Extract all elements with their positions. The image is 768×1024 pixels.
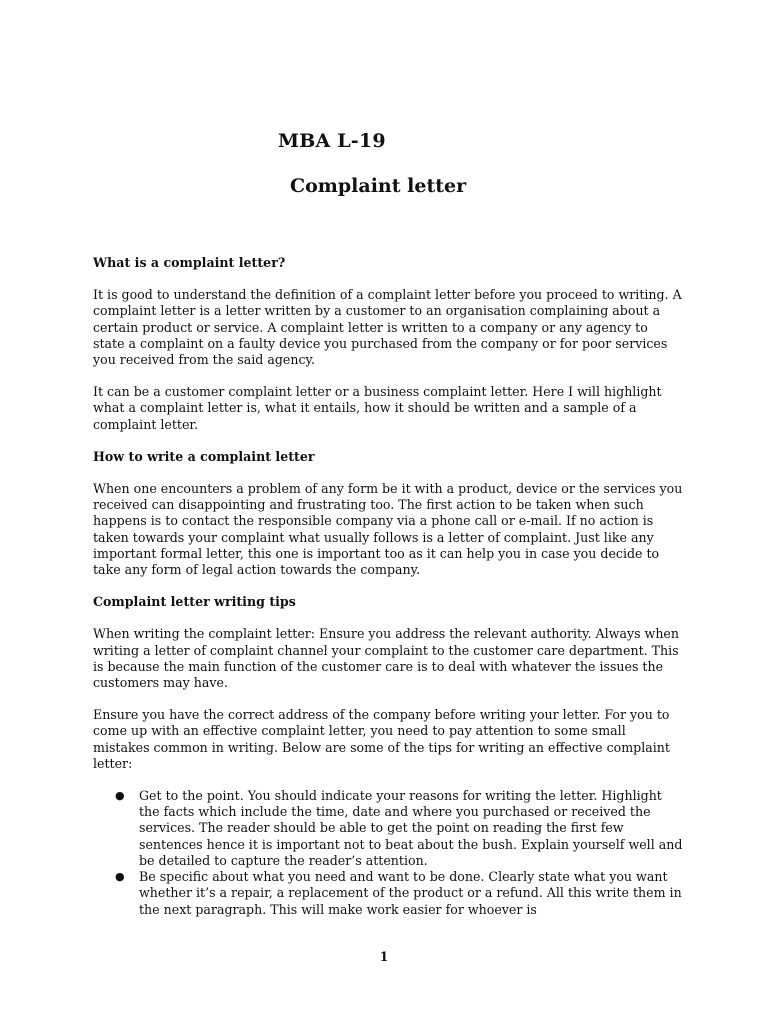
paragraph: It can be a customer complaint letter or a business complaint letter. Here I will highlight what a complaint letter is, what it entails, how it should be written and a sample of a complaint letter. — [93, 384, 662, 432]
section-writing-tips — [93, 594, 683, 917]
title-block — [0, 0, 768, 220]
paragraph: Ensure you have the correct address of the company before writing your letter. For you to come up with an effective complaint letter, you need to pay attention to some small mistakes common in writing. Below are some of the tips for writing an effective complaint letter: — [93, 707, 670, 771]
page-number: 1 — [379, 949, 389, 964]
list-item-text: Get to the point. You should indicate your reasons for writing the letter. Highlight the facts which include the time, date and where you purchased or received the services. The reader should be able to get the point on reading the first few sentences hence it is important not to beat about the bush. Explain yourself well and be detailed to capture the reader’s attention. — [139, 788, 683, 868]
tips-list — [93, 788, 683, 918]
list-item — [93, 869, 683, 918]
paragraph: It is good to understand the definition of a complaint letter before you proceed to writing. A complaint letter is a letter written by a customer to an organisation complaining about a certain product or service. A complaint letter is written to a company or any agency to state a complaint on a faulty device you purchased from the company or for poor services you received from the said agency. — [93, 287, 682, 368]
section-what-is — [93, 255, 683, 433]
list-item-text: Be specific about what you need and want to be done. Clearly state what you want whether it’s a repair, a replacement of the product or a refund. All this write them in the next paragraph. This will make work easier for whoever is — [139, 869, 682, 917]
section-how-to-write — [93, 449, 683, 578]
bullet-icon: ● — [115, 789, 125, 803]
bullet-icon: ● — [115, 870, 125, 884]
list-item — [93, 788, 683, 869]
section-heading: Complaint letter writing tips — [93, 594, 296, 610]
section-heading: How to write a complaint letter — [93, 448, 315, 464]
section-heading: What is a complaint letter? — [93, 255, 286, 270]
document-body — [93, 255, 683, 918]
document-title: MBA L-19 — [278, 130, 386, 152]
paragraph: When writing the complaint letter: Ensure you address the relevant authority. Always when writing a letter of complaint channel your complaint to the customer care department. This is because the main function of the customer care is to deal with whatever the issues the customers may have. — [93, 626, 679, 691]
paragraph: When one encounters a problem of any form be it with a product, device or the services you received can disappointing and frustrating too. The first action to be taken when such happens is to contact the responsible company via a phone call or e-mail. If no action is taken towards your complaint what usually follows is a letter of complaint. Just like any important formal letter, this one is important too as it can help you in case you decide to take any form of legal action towards the company. — [93, 481, 683, 578]
document-subtitle: Complaint letter — [290, 175, 467, 197]
